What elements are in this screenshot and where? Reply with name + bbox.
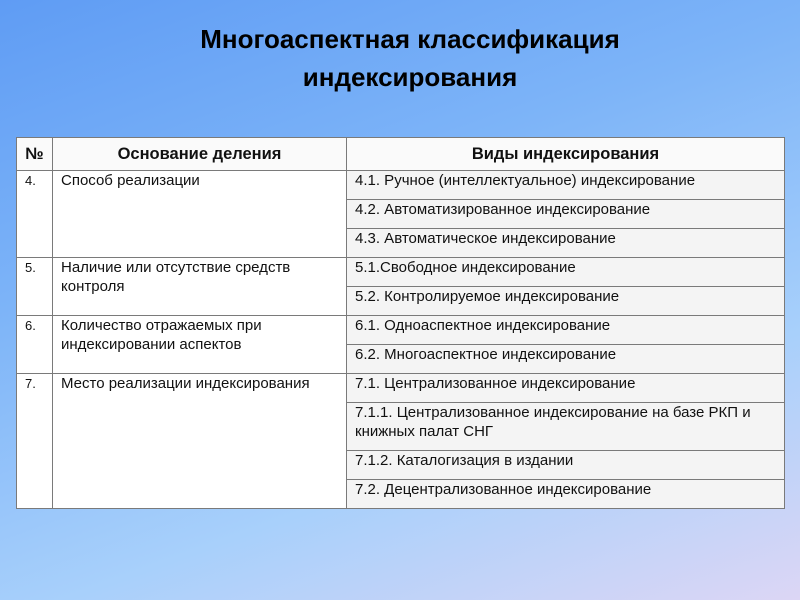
classification-table xyxy=(16,137,785,509)
group-basis: Наличие или отсутствие средств контроля xyxy=(53,258,347,316)
indexing-type: 7.1.2. Каталогизация в издании xyxy=(347,451,785,480)
indexing-type: 7.2. Децентрализованное индексирование xyxy=(347,480,785,509)
indexing-type: 4.2. Автоматизированное индексирование xyxy=(347,200,785,229)
indexing-type: 4.1. Ручное (интеллектуальное) индексирование xyxy=(347,171,785,200)
indexing-type: 4.3. Автоматическое индексирование xyxy=(347,229,785,258)
table-row xyxy=(17,374,785,403)
group-basis: Количество отражаемых при индексировании аспектов xyxy=(53,316,347,374)
page-title xyxy=(0,20,800,96)
group-number: 5. xyxy=(17,258,53,316)
table-row xyxy=(17,258,785,287)
indexing-type: 7.1.1. Централизованное индексирование на базе РКП и книжных палат СНГ xyxy=(347,403,785,451)
header-number: № xyxy=(17,138,53,171)
header-basis: Основание деления xyxy=(53,138,347,171)
indexing-type: 5.1.Свободное индексирование xyxy=(347,258,785,287)
table-row xyxy=(17,171,785,200)
group-number: 6. xyxy=(17,316,53,374)
page-title-line-2: индексирования xyxy=(302,62,518,92)
indexing-type: 6.1. Одноаспектное индексирование xyxy=(347,316,785,345)
table-row xyxy=(17,316,785,345)
page-title-line-1: Многоаспектная классификация xyxy=(200,24,620,54)
indexing-type: 5.2. Контролируемое индексирование xyxy=(347,287,785,316)
group-number: 7. xyxy=(17,374,53,509)
group-number: 4. xyxy=(17,171,53,258)
indexing-type: 6.2. Многоаспектное индексирование xyxy=(347,345,785,374)
group-basis: Место реализации индексирования xyxy=(53,374,347,509)
header-row xyxy=(17,138,785,171)
header-types: Виды индексирования xyxy=(347,138,785,171)
group-basis: Способ реализации xyxy=(53,171,347,258)
indexing-type: 7.1. Централизованное индексирование xyxy=(347,374,785,403)
